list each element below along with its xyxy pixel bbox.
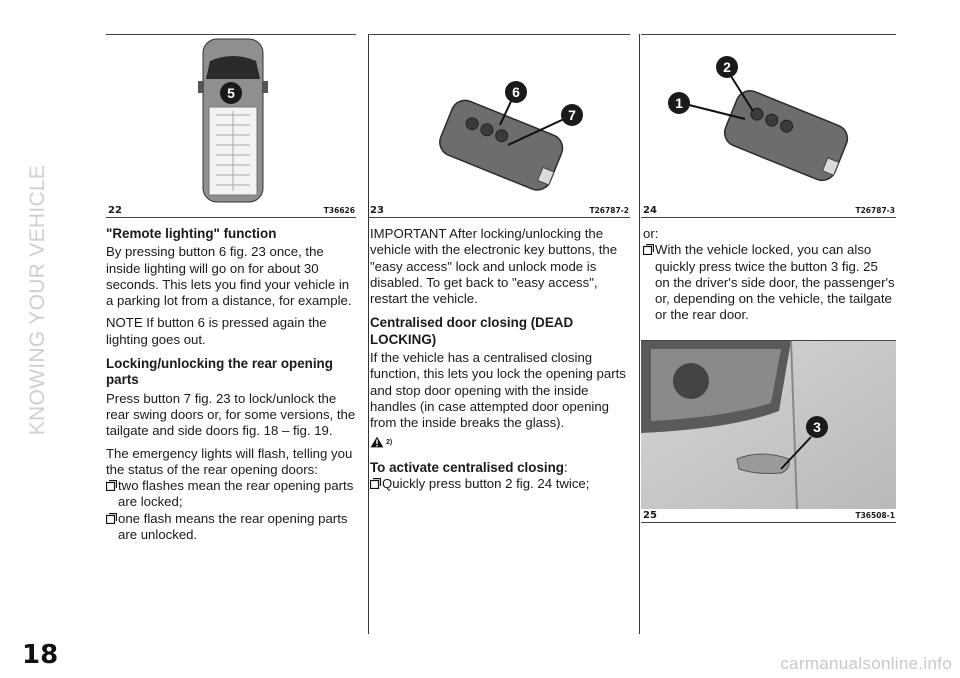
callout-7: 7 [568,107,576,123]
figure-code: T36508-1 [855,510,895,520]
watermark: carmanualsonline.info [780,654,952,673]
callout-6: 6 [512,84,520,100]
key-card-image [641,35,896,204]
bullet-icon [106,480,118,491]
figure-number: 23 [370,205,384,216]
figure-code: T26787-2 [589,206,629,215]
figure-caption [106,204,356,218]
heading-dead-locking: Centralised door closing (DEAD LOCKING) [370,315,574,347]
paragraph: If the vehicle has a centralised closing function, this lets you lock the opening parts and stop door opening with the inside handles (in case attempted door opening from the inside breaks the glass). [370,350,626,431]
figure-caption [368,204,630,218]
paragraph: By pressing button 6 fig. 23 once, the inside lighting will go on for about 30 seconds. This lets you find your vehicle in a parking lot from a distance, for example. [106,244,352,309]
column-middle [368,34,630,492]
figure-code: T26787-3 [855,206,895,215]
key-card-image [368,35,630,204]
warning-reference [370,437,630,453]
key-card-illustration [368,35,630,204]
heading-rear-opening: Locking/unlocking the rear opening parts [106,356,333,388]
paragraph-note: NOTE If button 6 is pressed again the lighting goes out. [106,315,327,347]
figure-caption [641,509,896,523]
list-item [106,511,356,544]
figure-22 [106,34,356,218]
section-side-title: KNOWING YOUR VEHICLE [26,164,49,436]
list-item [106,478,356,511]
bullet-icon [370,478,382,489]
figure-number: 22 [108,205,122,216]
van-top-view-image [106,35,356,204]
callout-5: 5 [227,85,235,101]
heading-text: To activate centralised closing [370,459,564,475]
figure-caption [641,204,896,218]
list-item-text: Quickly press button 2 fig. 24 twice; [382,475,590,491]
callout-3: 3 [813,418,821,435]
door-handle-illustration [641,341,896,509]
list-item-text: two flashes mean the rear opening parts are locked; [118,478,354,510]
list-item-text: With the vehicle locked, you can also quickly press twice the button 3 fig. 25 on the driver's side door, the passenger's or, depending on the vehicle, the tailgate or the rear door. [655,242,895,323]
door-handle-photo [641,341,896,509]
callout-2: 2 [723,59,731,75]
heading-colon: : [563,459,568,475]
van-top-view-illustration [106,35,356,204]
paragraph: The emergency lights will flash, telling you the status of the rear opening doors: [106,445,353,477]
column-right [641,34,896,523]
paragraph: Press button 7 fig. 23 to lock/unlock the rear swing doors or, for some versions, the tailgate and side doors fig. 18 – fig. 19. [106,390,356,439]
page-number: 18 [22,640,59,670]
figure-24 [641,34,896,218]
figure-23 [368,34,630,218]
figure-code: T36626 [323,206,355,215]
list-item [643,242,896,323]
paragraph: or: [643,226,659,241]
callout-1: 1 [675,95,683,111]
figure-25 [641,340,896,523]
heading-activate-closing [370,460,630,476]
warning-triangle-icon [370,436,384,452]
paragraph-important: IMPORTANT After locking/unlocking the vehicle with the electronic key buttons, the "easy access" lock and unlock mode is disabled. To get back to "easy access", restart the vehicle. [370,226,618,307]
heading-remote-lighting: "Remote lighting" function [106,226,277,241]
figure-number: 25 [643,509,657,521]
key-card-illustration [641,35,896,204]
warning-ref-number: 2) [386,439,393,447]
bullet-icon [106,513,118,524]
figure-number: 24 [643,205,657,216]
list-item [370,476,630,492]
list-item-text: one flash means the rear opening parts are unlocked. [118,510,348,543]
column-divider [639,34,640,634]
bullet-icon [643,244,655,255]
column-left [106,34,356,543]
